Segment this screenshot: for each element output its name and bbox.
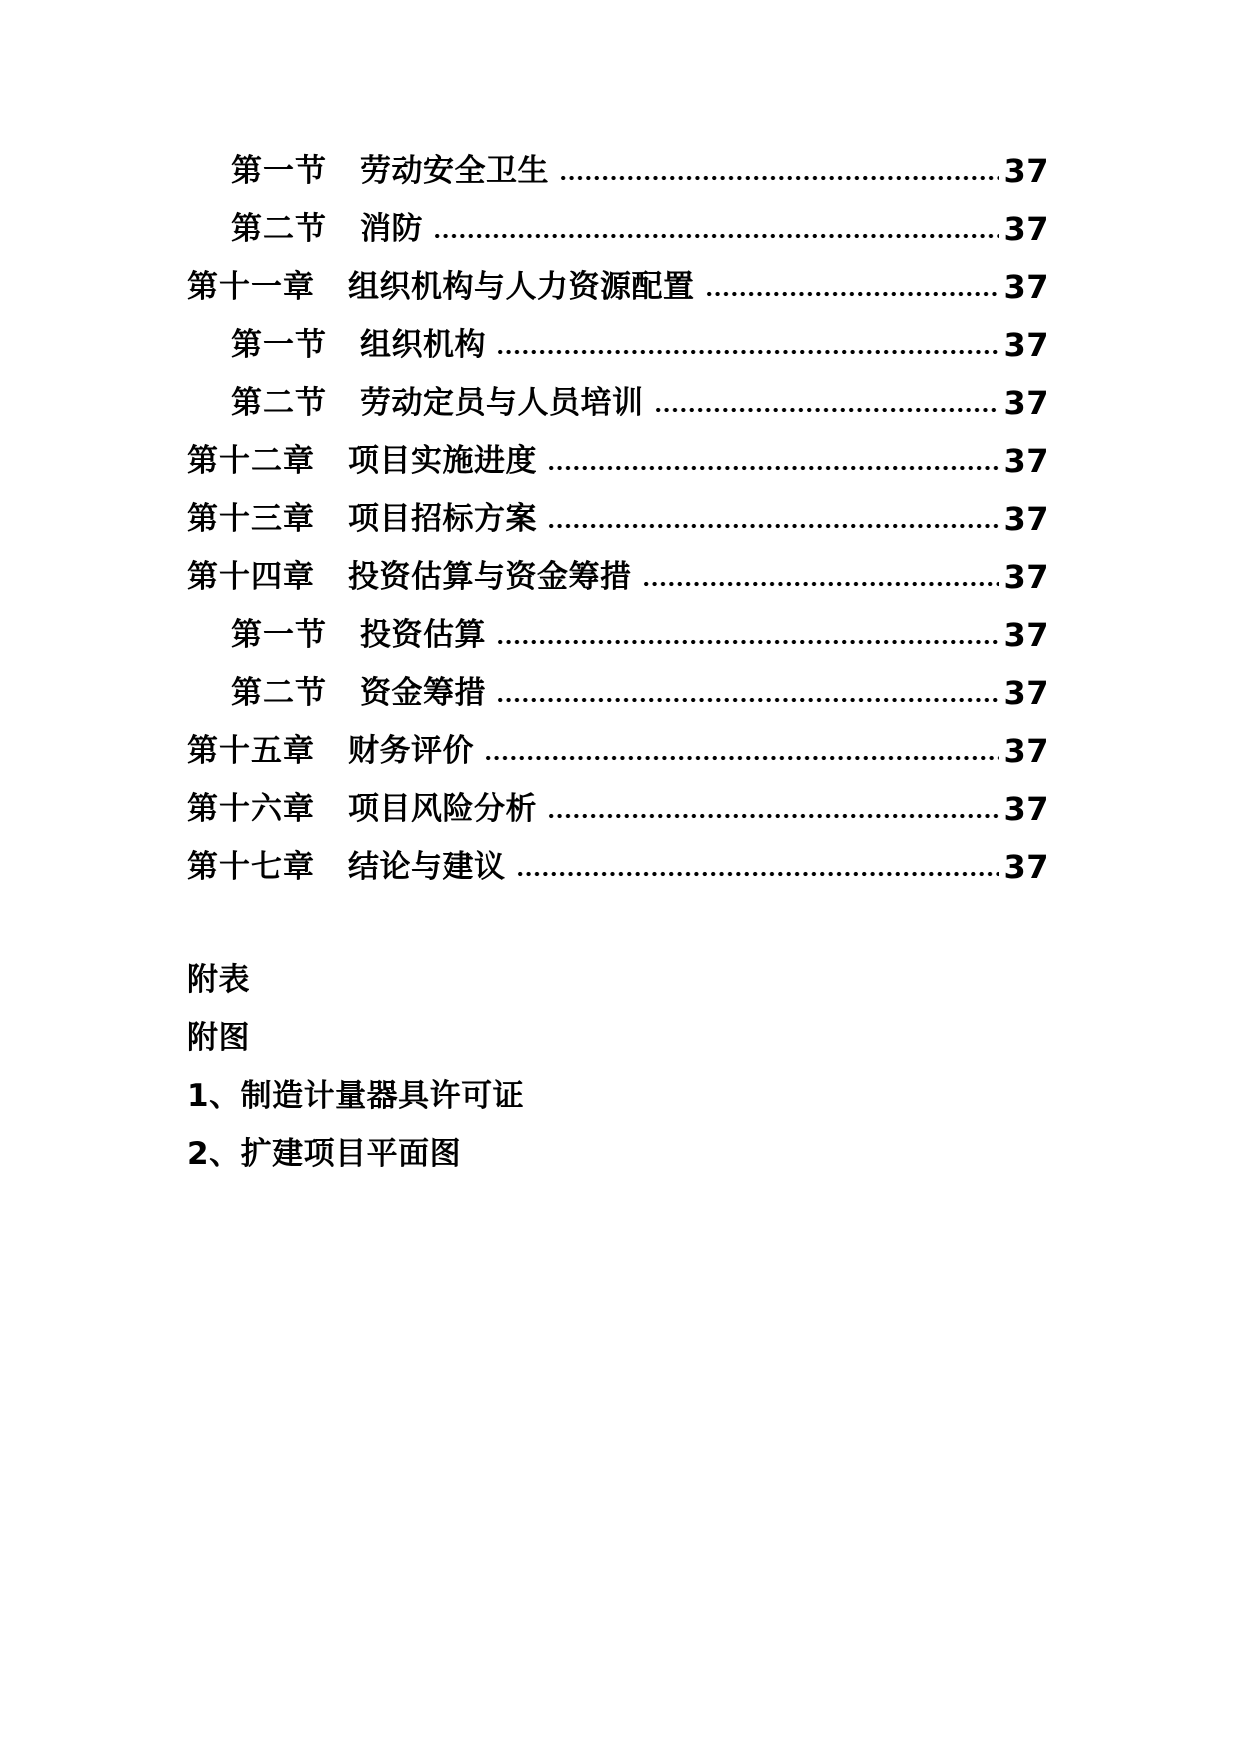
toc-entry-number: 第十二章	[187, 443, 315, 479]
toc-entry-title: 资金筹措	[360, 675, 486, 711]
toc-entry[interactable]	[187, 501, 1049, 537]
toc-entry-label	[231, 385, 644, 421]
toc-entry-number: 第十六章	[187, 791, 315, 827]
toc-entry[interactable]	[231, 675, 1049, 711]
toc-entry[interactable]	[187, 791, 1049, 827]
toc-entry-label	[187, 269, 695, 305]
toc-entry-page: 37	[1003, 616, 1049, 654]
toc-entry-number: 第十四章	[187, 559, 315, 595]
toc-entry-page: 37	[1003, 152, 1049, 190]
toc-entry[interactable]	[231, 327, 1049, 363]
toc-entry[interactable]	[231, 211, 1049, 247]
toc-entry-number: 第十七章	[187, 849, 315, 885]
dot-leader	[484, 754, 999, 762]
toc-entry-number: 第十一章	[187, 269, 315, 305]
toc-entry-page: 37	[1003, 384, 1049, 422]
appendix-item: 2、扩建项目平面图	[187, 1136, 462, 1172]
toc-entry-number: 第十五章	[187, 733, 315, 769]
dot-leader	[559, 174, 999, 182]
toc-entry-title: 投资估算	[360, 617, 486, 653]
toc-entry[interactable]	[187, 849, 1049, 885]
toc-entry[interactable]	[187, 443, 1049, 479]
dot-leader	[496, 696, 999, 704]
toc-entry-page: 37	[1003, 326, 1049, 364]
toc-entry-title: 组织机构与人力资源配置	[348, 269, 695, 305]
toc-entry-title: 劳动定员与人员培训	[360, 385, 644, 421]
toc-entry-page: 37	[1003, 790, 1049, 828]
toc-entry-page: 37	[1003, 500, 1049, 538]
toc-entry[interactable]	[231, 385, 1049, 421]
toc-entry-label	[187, 443, 537, 479]
dot-leader	[496, 348, 999, 356]
toc-entry-page: 37	[1003, 732, 1049, 770]
toc-entry[interactable]	[187, 559, 1049, 595]
toc-entry[interactable]	[231, 617, 1049, 653]
toc-entry-number: 第一节	[231, 153, 327, 189]
toc-entry-label	[231, 211, 423, 247]
toc-entry-title: 项目风险分析	[348, 791, 537, 827]
toc-entry-title: 项目实施进度	[348, 443, 537, 479]
appendix-item: 1、制造计量器具许可证	[187, 1078, 525, 1114]
toc-entry-page: 37	[1003, 848, 1049, 886]
dot-leader	[433, 232, 999, 240]
dot-leader	[642, 580, 1000, 588]
appendix-tables-heading: 附表	[187, 962, 250, 998]
dot-leader	[496, 638, 999, 646]
toc-entry-page: 37	[1003, 268, 1049, 306]
toc-entry[interactable]	[187, 269, 1049, 305]
toc-entry-number: 第一节	[231, 327, 327, 363]
toc-entry[interactable]	[187, 733, 1049, 769]
toc-entry-number: 第十三章	[187, 501, 315, 537]
toc-entry-number: 第一节	[231, 617, 327, 653]
toc-entry-title: 结论与建议	[348, 849, 506, 885]
toc-entry-number: 第二节	[231, 211, 327, 247]
toc-entry-label	[187, 849, 506, 885]
dot-leader	[516, 870, 1000, 878]
toc-entry-label	[187, 791, 537, 827]
toc-entry-title: 投资估算与资金筹措	[348, 559, 632, 595]
toc-entry-page: 37	[1003, 674, 1049, 712]
appendix-figures-heading: 附图	[187, 1020, 250, 1056]
toc-entry-label	[231, 617, 486, 653]
toc-entry-title: 财务评价	[348, 733, 474, 769]
toc-entry-label	[187, 559, 632, 595]
toc-entry-label	[231, 153, 549, 189]
toc-entry-number: 第二节	[231, 385, 327, 421]
dot-leader	[654, 406, 1000, 414]
toc-entry-title: 组织机构	[360, 327, 486, 363]
toc-entry-title: 消防	[360, 211, 423, 247]
toc-entry-title: 劳动安全卫生	[360, 153, 549, 189]
dot-leader	[705, 290, 1000, 298]
toc-entry-label	[231, 327, 486, 363]
toc-entry-number: 第二节	[231, 675, 327, 711]
toc-entry[interactable]	[231, 153, 1049, 189]
toc-entry-page: 37	[1003, 210, 1049, 248]
dot-leader	[547, 812, 999, 820]
dot-leader	[547, 464, 999, 472]
toc-entry-page: 37	[1003, 442, 1049, 480]
toc-entry-title: 项目招标方案	[348, 501, 537, 537]
toc-entry-label	[187, 733, 474, 769]
toc-entry-page: 37	[1003, 558, 1049, 596]
toc-entry-label	[187, 501, 537, 537]
toc-entry-label	[231, 675, 486, 711]
dot-leader	[547, 522, 999, 530]
